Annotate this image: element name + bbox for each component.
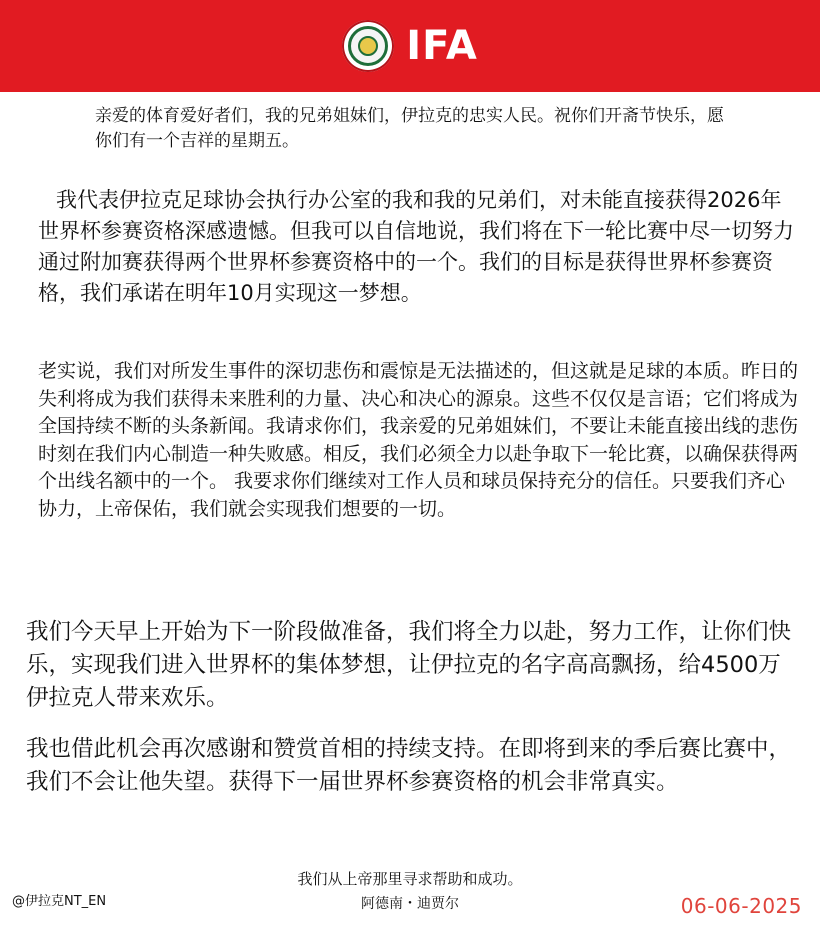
prepare-paragraph: 我们今天早上开始为下一阶段做准备，我们将全力以赴，努力工作，让你们快乐，实现我们进入世界杯的集体梦想，让伊拉克的名字高高飘扬，给4500万伊拉克人带来欢乐。 [26,619,792,711]
honest-paragraph: 老实说，我们对所发生事件的深切悲伤和震惊是无法描述的，但这就是足球的本质。昨日的失利将成为我们获得未来胜利的力量、决心和决心的源泉。这些不仅仅是言语；它们将成为全国持续不断的头条新闻。我请求你们，我亲爱的兄弟姐妹们，不要让未能直接出线的悲伤时刻在我们内心制造一种失败感。相反，我们必须全力以赴争取下一轮比赛，以确保获得两个出线名额中的一个。 我要求你们继续对工作人员和球员保持充分的信任。只要我们齐心协力，上帝保佑，我们就会实现我们想要的一切。 [38,360,799,520]
closing-line: 我们从上帝那里寻求帮助和成功。 [297,870,523,888]
social-handle: @伊拉克NT_EN [12,894,107,909]
greeting-paragraph: 亲爱的体育爱好者们，我的兄弟姐妹们，伊拉克的忠实人民。祝你们开斋节快乐，愿你们有一个吉祥的星期五。 [95,106,724,151]
regret-paragraph: 我代表伊拉克足球协会执行办公室的我和我的兄弟们，对未能直接获得2026年世界杯参赛资格深感遗憾。但我可以自信地说，我们将在下一轮比赛中尽一切努力通过附加赛获得两个世界杯参赛资格中的一个。我们的目标是获得世界杯参赛资格，我们承诺在明年10月实现这一梦想。 [38,188,794,305]
brand-name: IFA [406,23,478,69]
letter-date: 06-06-2025 [680,894,802,918]
header-banner [0,0,820,92]
ifa-logo [342,20,394,72]
header-brand-group [342,20,478,72]
signature-name: 阿德南・迪贾尔 [361,896,459,912]
thanks-paragraph: 我也借此机会再次感谢和赞赏首相的持续支持。在即将到来的季后赛比赛中，我们不会让他失望。获得下一届世界杯参赛资格的机会非常真实。 [26,736,792,795]
